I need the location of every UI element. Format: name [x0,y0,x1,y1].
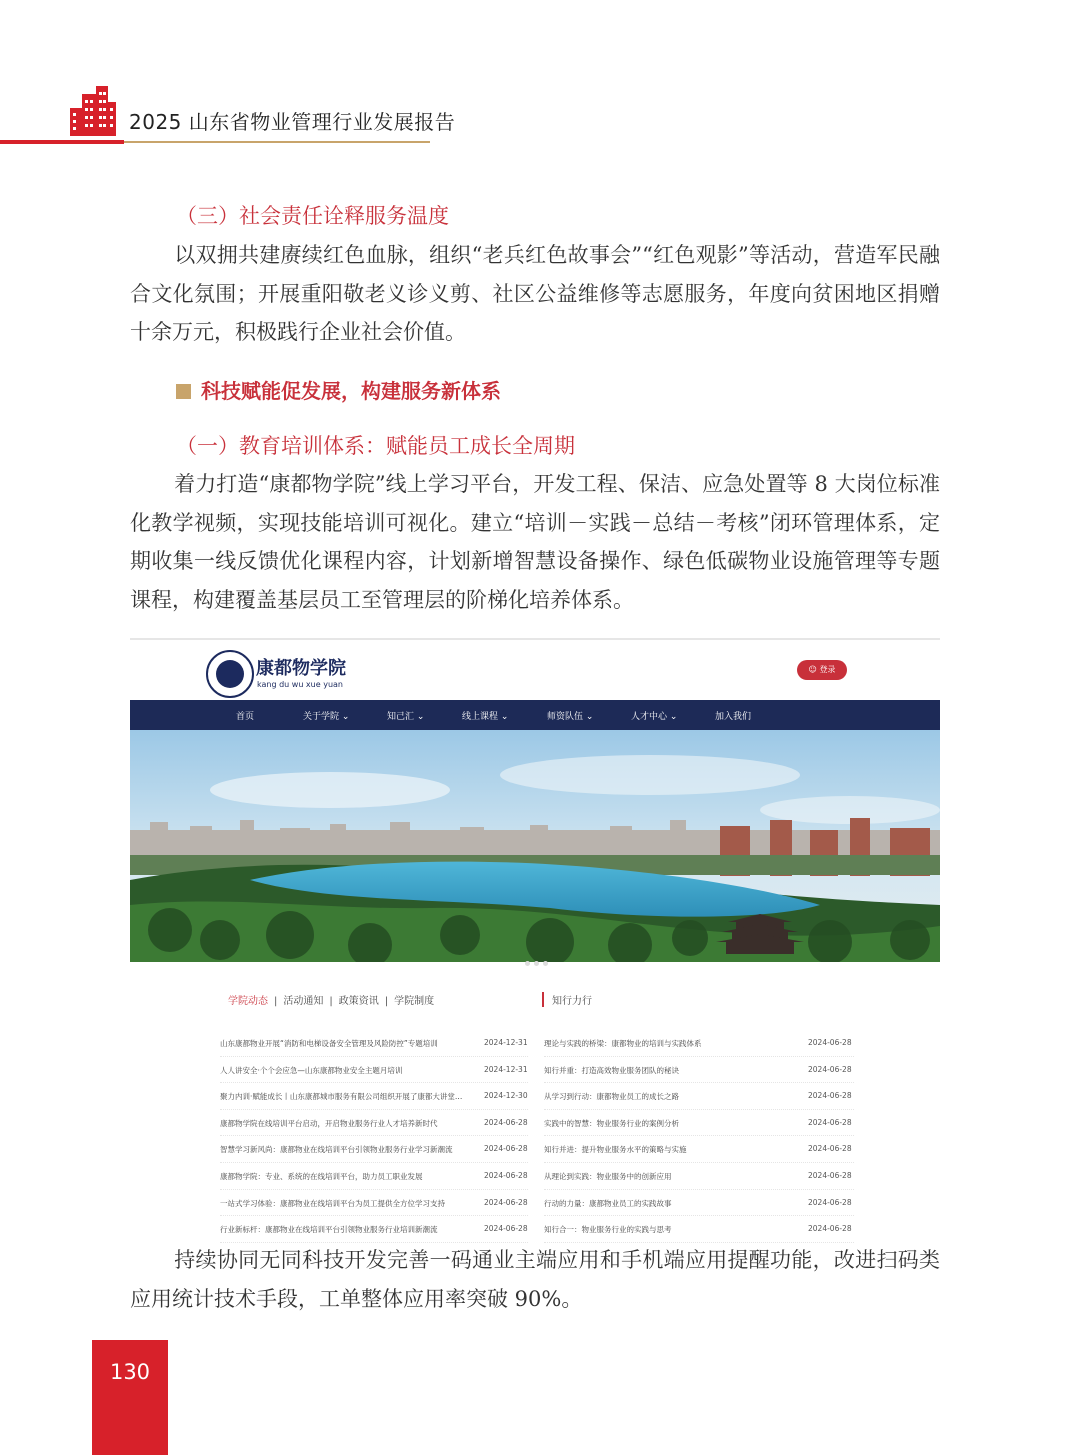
subsection-title-social-responsibility: （三）社会责任诠释服务温度 [176,204,449,228]
list-item[interactable]: 知行并重：打造高效物业服务团队的秘诀 2024-06-28 [544,1057,854,1084]
list-item[interactable]: 知行并进：提升物业服务水平的策略与实施 2024-06-28 [544,1136,854,1163]
nav-talent[interactable]: 人才中心 ⌄ [631,712,678,722]
nav-home[interactable]: 首页 [236,712,255,722]
academy-name: 康都物学院 [256,658,346,679]
list-item[interactable]: 实践中的智慧：物业服务行业的案例分析 2024-06-28 [544,1110,854,1137]
tab-knowledge-practice[interactable]: 知行力行 [542,992,592,1007]
list-item[interactable]: 行业新标杆：康都物业在线培训平台引领物业服务行业培训新潮流 2024-06-28 [220,1216,528,1243]
nav-faculty[interactable]: 师资队伍 ⌄ [547,712,594,722]
list-item[interactable]: 从学习到行动：康都物业员工的成长之路 2024-06-28 [544,1083,854,1110]
building-icon [68,86,116,136]
tab-academy-rules[interactable]: 学院制度 [394,996,435,1007]
list-item[interactable]: 理论与实践的桥梁：康都物业的培训与实践体系 2024-06-28 [544,1030,854,1057]
list-item[interactable]: 知行合一：物业服务行业的实践与思考 2024-06-28 [544,1216,854,1243]
news-list-left [220,1030,528,1243]
user-icon: ☺ [808,665,820,674]
header-rule-red [0,140,124,144]
website-topbar [130,640,940,700]
list-item[interactable]: 从理论到实践：物业服务中的创新应用 2024-06-28 [544,1163,854,1190]
paragraph-app-development: 持续协同无同科技开发完善一码通业主端应用和手机端应用提醒功能，改进扫码类应用统计技术手段，工单整体应用率突破 90%。 [130,1248,940,1311]
login-button[interactable]: ☺ 登录 [797,660,847,680]
paragraph-social-responsibility: 以双拥共建赓续红色血脉，组织“老兵红色故事会”“红色观影”等活动，营造军民融合文化氛围；开展重阳敬老义诊义剪、社区公益维修等志愿服务，年度向贫困地区捐赠十余万元，积极践行企业社会价值。 [130,243,940,345]
news-list-right [544,1030,854,1243]
list-item[interactable]: 人人讲安全·个个会应急—山东康都物业安全主题月培训 2024-12-31 [220,1057,528,1084]
list-item[interactable]: 一站式学习体验：康都物业在线培训平台为员工提供全方位学习支持 2024-06-28 [220,1190,528,1217]
paragraph-education: 着力打造“康都物学院”线上学习平台，开发工程、保洁、应急处置等 8 大岗位标准化教学视频，实现技能培训可视化。建立“培训－实践－总结－考核”闭环管理体系，定期收集一线反馈优化课程内容，计划新增智慧设备操作、绿色低碳物业设施管理等专题课程，构建覆盖基层员工至管理层的阶梯化培养体系。 [130,472,940,612]
tab-academy-news[interactable]: 学院动态 [228,996,268,1007]
academy-pinyin: kang du wu xue yuan [257,680,343,689]
list-item[interactable]: 康都物学院在线培训平台启动，开启物业服务行业人才培养新时代 2024-06-28 [220,1110,528,1137]
website-nav [130,700,940,730]
list-item[interactable]: 康都物学院：专业、系统的在线培训平台，助力员工职业发展 2024-06-28 [220,1163,528,1190]
nav-join[interactable]: 加入我们 [715,712,752,722]
carousel-dots[interactable] [525,951,552,970]
page-number-tab [92,1340,168,1455]
section-square-icon [176,384,191,399]
tab-policy-info[interactable]: 政策资讯 [338,996,379,1007]
hero-lake-photo [130,730,940,962]
news-tabs: 学院动态 | 活动通知 | 政策资讯 | 学院制度 [228,996,435,1007]
list-item[interactable]: 行动的力量：康都物业员工的实践故事 2024-06-28 [544,1190,854,1217]
report-title: 2025 山东省物业管理行业发展报告 [129,110,456,134]
nav-about[interactable]: 关于学院 ⌄ [303,712,350,722]
page-number: 130 [109,1360,151,1384]
list-item[interactable]: 聚力内训·赋能成长丨山东康都城市服务有限公司组织开展了康都大讲堂… 2024-12-30 [220,1083,528,1110]
tab-activity-notices[interactable]: 活动通知 [283,996,324,1007]
nav-courses[interactable]: 线上课程 ⌄ [462,712,509,722]
academy-logo-icon [206,650,254,698]
subsection-title-education: （一）教育培训体系：赋能员工成长全周期 [176,434,575,458]
list-item[interactable]: 山东康都物业开展“消防和电梯设备安全管理及风险防控”专题培训 2024-12-31 [220,1030,528,1057]
website-screenshot [130,638,940,1235]
section-title-tech: 科技赋能促发展，构建服务新体系 [176,375,501,404]
list-item[interactable]: 智慧学习新风尚：康都物业在线培训平台引领物业服务行业学习新潮流 2024-06-28 [220,1136,528,1163]
nav-knowledge[interactable]: 知己汇 ⌄ [387,712,425,722]
header-rule-gold [124,141,430,143]
